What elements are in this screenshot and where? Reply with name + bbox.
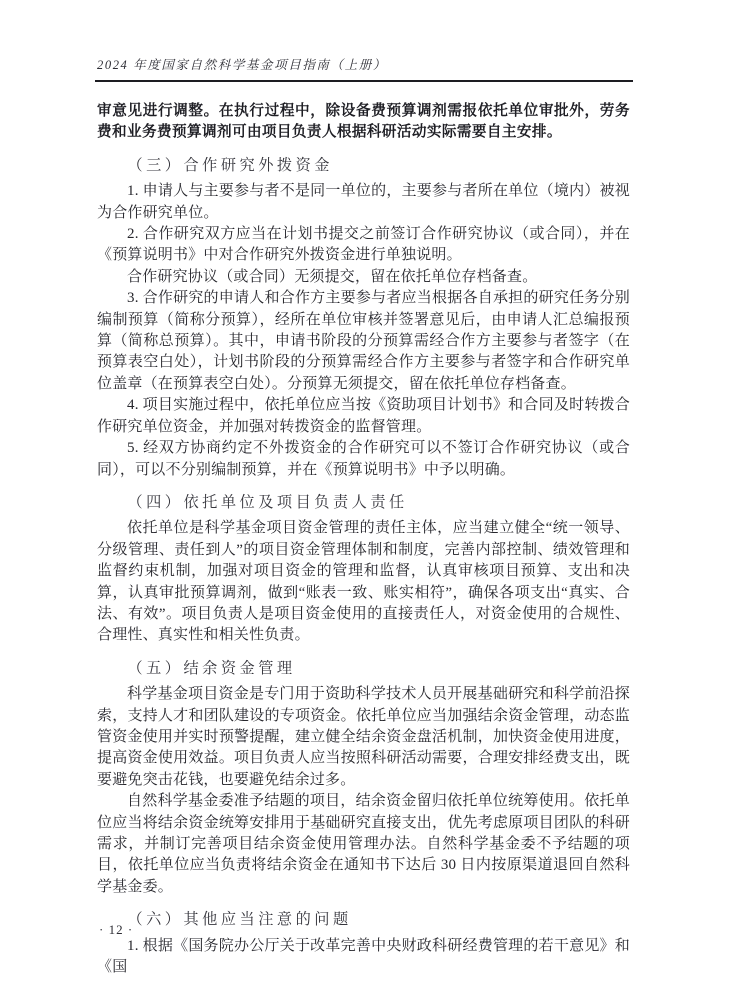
page-header-title: 2024 年度国家自然科学基金项目指南（上册）: [97, 58, 387, 72]
paragraph: 3. 合作研究的申请人和合作方主要参与者应当根据各自承担的研究任务分别编制预算（简称分预算），经所在单位审核并签署意见后，由申请人汇总编报预算（简称总预算）。其中，申请书阶段的分预算需经合作方主要参与者签字（在预算表空白处），计划书阶段的分预算需经合作方主要参与者签字和合作研究单位盖章（在预算表空白处）。分预算无须提交，留在依托单位存档备查。: [97, 290, 630, 392]
page-number: · 12 ·: [99, 922, 134, 937]
page-body: [97, 101, 630, 978]
paragraph: 2. 合作研究双方应当在计划书提交之前签订合作研究协议（或合同），并在《预算说明书》中对合作研究外拨资金进行单独说明。: [97, 226, 630, 264]
paragraph: 依托单位是科学基金项目资金管理的责任主体，应当建立健全“统一领导、分级管理、责任到人”的项目资金管理体制和制度，完善内部控制、绩效管理和监督约束机制，加强对项目资金的管理和监督，认真审核项目预算、支出和决算，认真审批预算调剂，做到“账表一致、账实相符”，确保各项支出“真实、合法、有效”。项目负责人是项目资金使用的直接责任人，对资金使用的合规性、合理性、真实性和相关性负责。: [97, 520, 630, 644]
paragraph: 自然科学基金委准予结题的项目，结余资金留归依托单位统筹使用。依托单位应当将结余资金统筹安排用于基础研究直接支出，优先考虑原项目团队的科研需求，并制订完善项目结余资金使用管理办法。自然科学基金委不予结题的项目，依托单位应当负责将结余资金在通知书下达后 30 日内按原渠道退回自然科学基金委。: [97, 793, 630, 895]
section-heading-other-issues: （六）其他应当注意的问题: [127, 911, 352, 929]
header-divider-line: [95, 80, 633, 82]
paragraph: 科学基金项目资金是专门用于资助科学技术人员开展基础研究和科学前沿探索，支持人才和团队建设的专项资金。依托单位应当加强结余资金管理，动态监管资金使用并实时预警提醒，建立健全结余资金盘活机制，加快资金使用进度，提高资金使用效益。项目负责人应当按照科研活动需要，合理安排经费支出，既要避免突击花钱，也要避免结余过多。: [97, 686, 630, 788]
section-heading-responsibilities: （四）依托单位及项目负责人责任: [127, 493, 408, 511]
paragraph: 5. 经双方协商约定不外拨资金的合作研究可以不签订合作研究协议（或合同），可以不分别编制预算，并在《预算说明书》中予以明确。: [97, 440, 630, 478]
paragraph: 1. 根据《国务院办公厅关于改革完善中央财政科研经费管理的若干意见》和《国: [97, 937, 630, 976]
paragraph: 4. 项目实施过程中，依托单位应当按《资助项目计划书》和合同及时转拨合作研究单位资金，并加强对转拨资金的监督管理。: [97, 397, 630, 435]
paragraph: 审意见进行调整。在执行过程中，除设备费预算调剂需报依托单位审批外，劳务费和业务费预算调剂可由项目负责人根据科研活动实际需要自主安排。: [97, 103, 630, 141]
paragraph: 1. 申请人与主要参与者不是同一单位的，主要参与者所在单位（境内）被视为合作研究单位。: [97, 183, 630, 221]
paragraph: 合作研究协议（或合同）无须提交，留在依托单位存档备查。: [127, 268, 538, 285]
section-heading-cooperative-funds: （三）合作研究外拨资金: [127, 156, 333, 174]
section-heading-surplus-funds: （五）结余资金管理: [127, 659, 296, 677]
